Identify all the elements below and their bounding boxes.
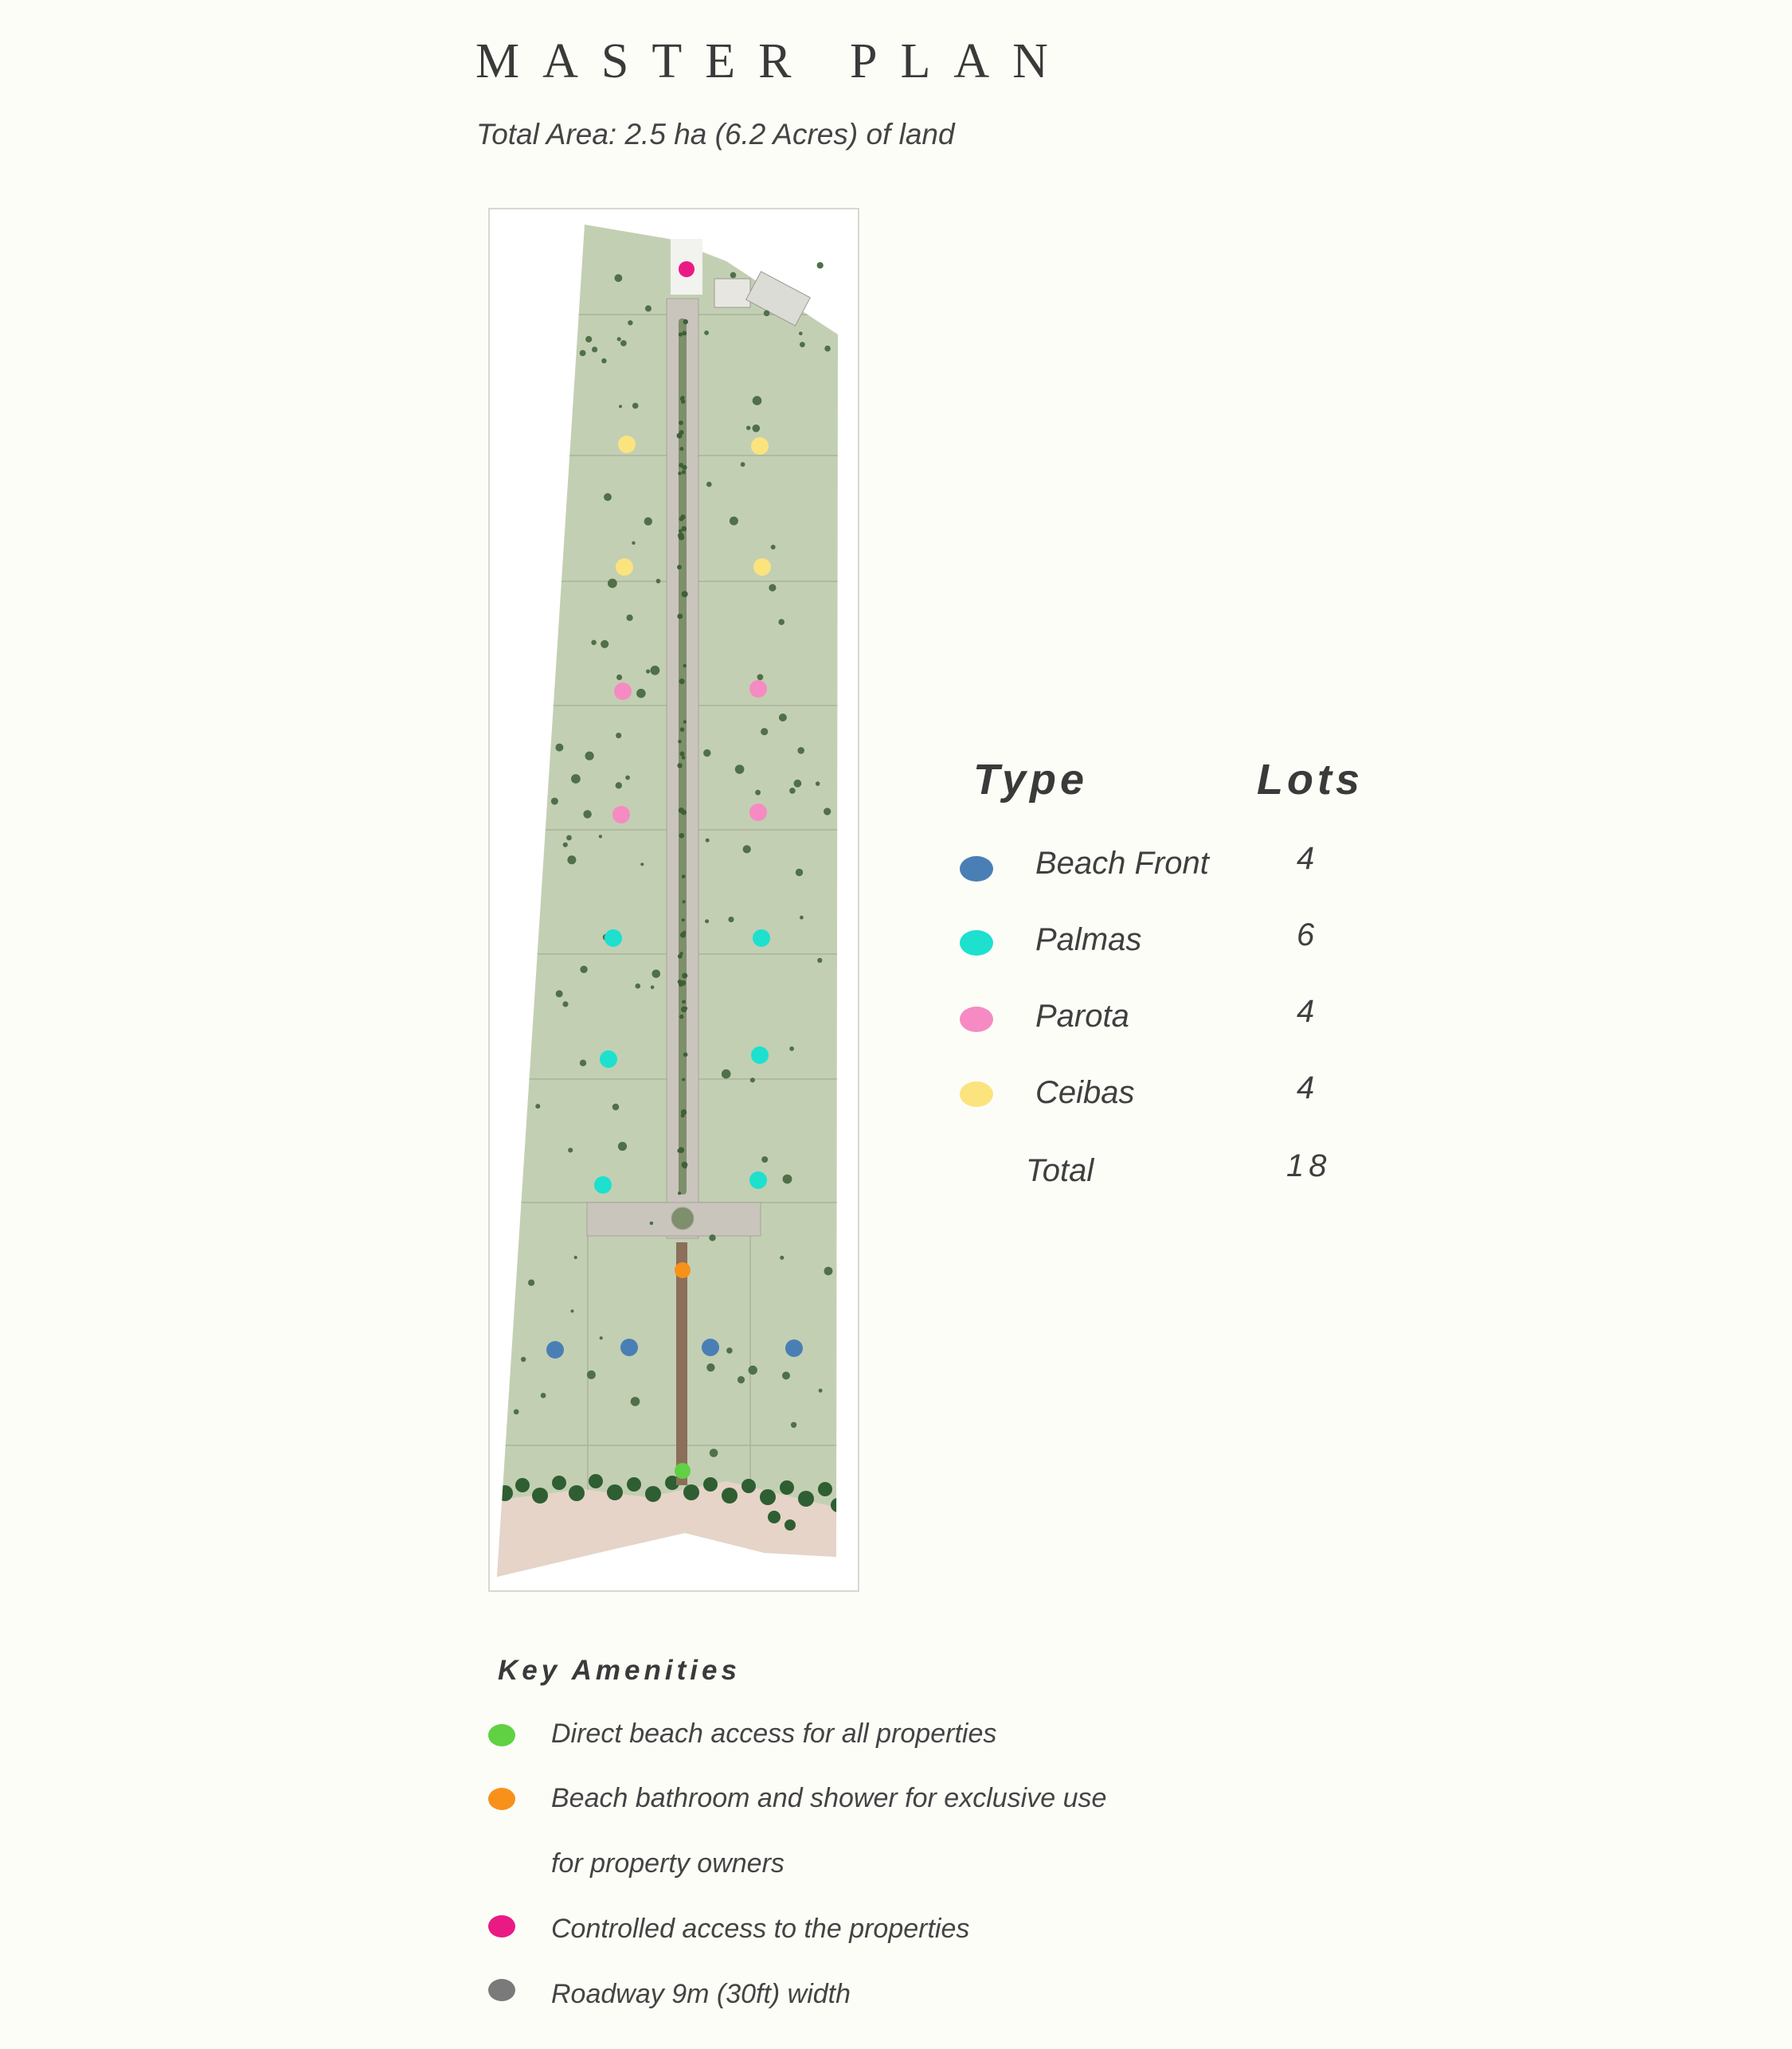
- legend-lot-count: 4: [1297, 994, 1315, 1029]
- tree: [764, 311, 770, 317]
- lot-marker: [612, 806, 630, 823]
- legend-dot: [960, 856, 993, 882]
- tree: [551, 798, 558, 805]
- legend-lot-count: 4: [1297, 841, 1315, 876]
- tree: [646, 670, 650, 674]
- tree: [625, 776, 630, 780]
- tree: [636, 983, 641, 989]
- tree: [761, 1156, 768, 1163]
- lot-marker: [618, 436, 636, 453]
- tree: [799, 332, 803, 336]
- amenity-bathroom: Beach bathroom and shower for exclusive use: [551, 1783, 1107, 1813]
- tree: [704, 330, 709, 335]
- tree: [585, 336, 592, 342]
- lot-marker: [753, 558, 771, 576]
- tree: [816, 781, 820, 786]
- legend-lot-count: 4: [1297, 1070, 1315, 1105]
- tree: [706, 1363, 714, 1371]
- lot-marker: [749, 1171, 767, 1189]
- legend-lot-count: 6: [1297, 917, 1315, 952]
- tree: [580, 350, 586, 357]
- median-shrub: [679, 983, 683, 987]
- tree: [616, 675, 622, 680]
- tree: [824, 346, 831, 352]
- tree: [651, 985, 655, 989]
- tree: [817, 262, 824, 268]
- tree: [709, 1234, 715, 1241]
- median-shrub: [683, 1165, 687, 1169]
- tree: [789, 788, 796, 794]
- legend-type-name: Ceibas: [1035, 1075, 1135, 1110]
- tree: [591, 640, 597, 646]
- tree: [650, 1222, 654, 1226]
- tree: [555, 744, 563, 752]
- median-shrub: [678, 740, 681, 743]
- median-shrub: [679, 447, 683, 451]
- median-shrub: [681, 400, 685, 404]
- amenity-dot-beach-access: [488, 1724, 515, 1746]
- tree: [631, 1397, 640, 1406]
- median-shrub: [683, 319, 688, 324]
- legend-row-beach-front: [0, 841, 1792, 894]
- median-shrub: [679, 534, 685, 541]
- tree: [797, 747, 804, 754]
- tree: [706, 482, 712, 487]
- tree: [608, 579, 617, 589]
- legend-row-ceibas: [0, 1070, 1792, 1123]
- tree: [583, 810, 591, 818]
- median-shrub: [679, 332, 683, 336]
- tree: [753, 424, 761, 432]
- median-shrub: [682, 331, 687, 336]
- median-shrub: [680, 514, 685, 519]
- tree: [587, 1371, 596, 1379]
- tree: [528, 1280, 534, 1286]
- tree: [771, 545, 776, 549]
- tree: [741, 462, 745, 467]
- tree: [568, 1148, 573, 1152]
- legend-dot: [960, 1081, 993, 1107]
- tree: [600, 1336, 603, 1339]
- lot-marker: [785, 1339, 803, 1357]
- tree: [616, 782, 622, 788]
- tree: [757, 674, 764, 680]
- tree: [604, 493, 612, 501]
- tree: [778, 619, 784, 625]
- median-shrub: [677, 763, 682, 768]
- median-shrub: [679, 833, 685, 839]
- median-shrub: [677, 614, 683, 620]
- tree: [645, 305, 651, 311]
- tree: [746, 426, 750, 430]
- page-title: MASTER PLAN: [475, 34, 1071, 88]
- amenity-bathroom-continued: for property owners: [551, 1848, 784, 1879]
- tree: [632, 542, 635, 545]
- tree: [749, 1366, 757, 1374]
- tree: [632, 403, 639, 409]
- tree: [601, 358, 606, 363]
- tree: [627, 615, 633, 621]
- tree: [753, 396, 762, 405]
- tree: [617, 337, 621, 341]
- amenity-controlled-access: Controlled access to the properties: [551, 1914, 970, 1944]
- legend-type-name: Parota: [1035, 999, 1129, 1034]
- median-shrub: [679, 807, 684, 813]
- tree: [651, 666, 660, 675]
- tree: [628, 320, 632, 325]
- tree: [779, 714, 787, 721]
- median-shrub: [683, 720, 687, 723]
- site-plan-map: [487, 207, 860, 1593]
- lot-marker: [616, 558, 633, 576]
- tree: [585, 752, 594, 761]
- tree: [652, 970, 661, 979]
- median-shrub: [683, 1053, 688, 1058]
- median-shrub: [679, 430, 684, 435]
- lot-marker: [614, 682, 632, 700]
- tree: [574, 1256, 577, 1259]
- median-shrub: [679, 530, 683, 534]
- tree: [755, 790, 761, 796]
- tree: [761, 728, 768, 735]
- lot-marker: [702, 1339, 719, 1356]
- lot-marker: [600, 1050, 617, 1068]
- median-shrub: [682, 918, 685, 921]
- amenity-dot-controlled-access: [488, 1915, 515, 1938]
- beach-access-marker: [675, 1463, 691, 1479]
- tree: [824, 1267, 833, 1276]
- tree: [599, 835, 602, 838]
- tree: [618, 1142, 627, 1151]
- tree: [571, 774, 581, 784]
- beach-path: [676, 1242, 687, 1485]
- tree: [780, 1256, 784, 1260]
- tree: [783, 1175, 792, 1184]
- tree: [656, 579, 661, 584]
- tree: [730, 517, 738, 526]
- tree: [791, 1422, 796, 1428]
- bathroom-marker: [675, 1262, 691, 1278]
- tree: [514, 1410, 519, 1415]
- roundabout: [671, 1207, 694, 1230]
- legend-lots-header: Lots: [1257, 756, 1364, 804]
- median-shrub: [682, 591, 688, 597]
- tree: [769, 584, 776, 591]
- tree: [819, 1389, 823, 1393]
- median-shrub: [683, 664, 687, 667]
- tree: [615, 274, 623, 282]
- median-shrub: [683, 900, 686, 903]
- tree: [521, 1357, 526, 1362]
- lot-marker: [749, 804, 767, 821]
- tree: [703, 749, 710, 757]
- legend-row-parota: [0, 994, 1792, 1046]
- legend-row-palmas: [0, 917, 1792, 970]
- lot-marker: [751, 437, 769, 455]
- lot-marker: [620, 1339, 638, 1356]
- tree: [601, 640, 608, 648]
- tree: [730, 272, 737, 279]
- amenity-dot-bathroom: [488, 1788, 515, 1810]
- legend-dot: [960, 930, 993, 956]
- tree: [794, 780, 802, 788]
- amenity-beach-access: Direct beach access for all properties: [551, 1719, 997, 1749]
- tree: [556, 990, 563, 997]
- legend-total-label: Total: [1026, 1153, 1094, 1188]
- median-shrub: [679, 752, 684, 757]
- legend-type-name: Beach Front: [1035, 846, 1209, 881]
- median-shrub: [679, 420, 683, 425]
- median-shrub: [677, 565, 682, 569]
- page-subtitle: Total Area: 2.5 ha (6.2 Acres) of land: [476, 118, 955, 151]
- tree: [789, 1046, 794, 1051]
- median-shrub: [680, 727, 685, 732]
- legend-total-count: 18: [1286, 1148, 1332, 1183]
- entrance-building: [714, 279, 750, 307]
- controlled-access-marker: [679, 261, 694, 277]
- legend-dot: [960, 1007, 993, 1032]
- median-shrub: [678, 471, 682, 475]
- legend-type-header: Type: [973, 756, 1089, 804]
- tree: [620, 340, 627, 346]
- lot-marker: [594, 1176, 612, 1194]
- tree: [580, 1060, 586, 1066]
- tree: [800, 342, 805, 347]
- tree: [566, 835, 572, 841]
- tree: [710, 1449, 718, 1457]
- tree: [800, 916, 804, 920]
- median-shrub: [682, 470, 686, 474]
- median-shrub: [677, 1148, 681, 1152]
- tree: [541, 1393, 546, 1398]
- tree: [782, 1371, 790, 1379]
- tree: [619, 405, 622, 408]
- lot-marker: [751, 1046, 769, 1064]
- amenity-dot-roadway: [488, 1979, 515, 2001]
- lot-marker: [546, 1341, 564, 1359]
- tree: [636, 689, 646, 698]
- tree: [616, 733, 621, 738]
- tree: [824, 807, 831, 815]
- tree: [738, 1376, 745, 1383]
- tree: [735, 764, 745, 774]
- median-shrub: [682, 756, 686, 760]
- legend-type-name: Palmas: [1035, 922, 1142, 957]
- tree: [706, 839, 710, 843]
- tree: [726, 1347, 733, 1354]
- median-shrub: [679, 463, 683, 467]
- tree: [592, 346, 597, 352]
- amenities-heading: Key Amenities: [498, 1655, 741, 1686]
- amenity-roadway: Roadway 9m (30ft) width: [551, 1979, 851, 2009]
- tree: [571, 1309, 574, 1312]
- median-shrub: [678, 1191, 681, 1195]
- median-shrub: [682, 973, 687, 979]
- tree: [644, 518, 652, 526]
- median-shrub: [679, 678, 685, 684]
- lot-marker: [749, 680, 767, 698]
